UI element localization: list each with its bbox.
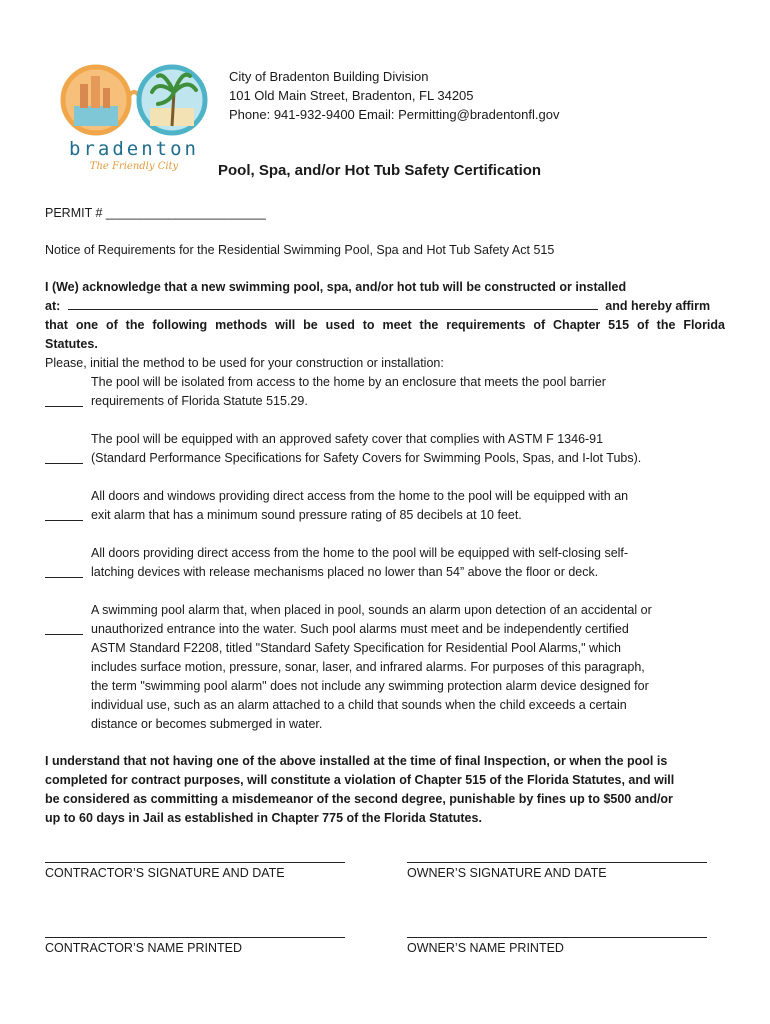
header-contact: Phone: 941-932-9400 Email: Permitting@bradentonfl.gov	[229, 107, 560, 122]
option-5-line-3: ASTM Standard F2208, titled "Standard Safety Specification for Residential Pool Alarms," which	[91, 641, 621, 655]
acknowledge-at-label: at:	[45, 299, 61, 313]
warning-line-1: I understand that not having one of the above installed at the time of final Inspection, or when the pool is	[45, 754, 668, 768]
owner-name-label: OWNER’S NAME PRINTED	[407, 941, 564, 955]
option-5-line-4: includes surface motion, pressure, sonar, laser, and infrared alarms. For purposes of this paragraph,	[91, 660, 645, 674]
logo-wordmark: bradenton	[69, 138, 199, 160]
option-4-line-2: latching devices with release mechanisms placed no lower than 54” above the floor or deck.	[91, 565, 599, 579]
contractor-name-label: CONTRACTOR’S NAME PRINTED	[45, 941, 243, 955]
option-4-line-1: All doors providing direct access from the home to the pool will be equipped with self-closing self-	[91, 546, 629, 560]
contractor-name-field[interactable]	[45, 937, 345, 938]
install-address-field[interactable]	[68, 297, 598, 310]
initial-field-2[interactable]	[45, 463, 83, 464]
option-5-line-6: individual use, such as an alarm attached to a child that sounds when the child exceeds a certain	[91, 698, 627, 712]
initial-field-3[interactable]	[45, 520, 83, 521]
option-1-line-2: requirements of Florida Statute 515.29.	[91, 394, 308, 408]
warning-line-2: completed for contract purposes, will constitute a violation of Chapter 515 of the Florida Statutes, and will	[45, 773, 675, 787]
acknowledge-affirm-label: and hereby affirm	[605, 299, 711, 313]
option-3-line-2: exit alarm that has a minimum sound pressure rating of 85 decibels at 10 feet.	[91, 508, 522, 522]
contractor-signature-label: CONTRACTOR’S SIGNATURE AND DATE	[45, 866, 285, 880]
option-5-line-1: A swimming pool alarm that, when placed in pool, sounds an alarm upon detection of an accidental or	[91, 603, 652, 617]
owner-signature-label: OWNER’S SIGNATURE AND DATE	[407, 866, 607, 880]
option-1-line-1: The pool will be isolated from access to the home by an enclosure that meets the pool barrier	[91, 375, 606, 389]
option-2-line-1: The pool will be equipped with an approved safety cover that complies with ASTM F 1346-91	[91, 432, 604, 446]
header-address: 101 Old Main Street, Bradenton, FL 34205	[229, 88, 474, 103]
option-5-line-5: the term "swimming pool alarm" does not include any swimming protection alarm device designed for	[91, 679, 649, 693]
acknowledge-line-3: that one of the following methods will be used to meet the requirements of Chapter 515 of the Florida	[45, 318, 725, 332]
header-division: City of Bradenton Building Division	[229, 69, 429, 84]
acknowledge-line-2	[45, 297, 725, 316]
notice-text: Notice of Requirements for the Residential Swimming Pool, Spa and Hot Tub Safety Act 515	[45, 243, 555, 257]
option-3-line-1: All doors and windows providing direct access from the home to the pool will be equipped with an	[91, 489, 629, 503]
initial-field-4[interactable]	[45, 577, 83, 578]
warning-line-4: up to 60 days in Jail as established in Chapter 775 of the Florida Statutes.	[45, 811, 482, 825]
warning-line-3: be considered as committing a misdemeanor of the second degree, punishable by fines up to $500 and/or	[45, 792, 673, 806]
page-title: Pool, Spa, and/or Hot Tub Safety Certification	[218, 162, 542, 179]
option-2-line-2: (Standard Performance Specifications for Safety Covers for Swimming Pools, Spas, and I-lot Tubs).	[91, 451, 642, 465]
instruction-text: Please, initial the method to be used for your construction or installation:	[45, 356, 444, 370]
option-5-line-2: unauthorized entrance into the water. Such pool alarms must meet and be independently certified	[91, 622, 629, 636]
initial-field-1[interactable]	[45, 406, 83, 407]
permit-number-field[interactable]: PERMIT # _______________________	[45, 206, 266, 220]
owner-signature-field[interactable]	[407, 862, 707, 863]
option-5-line-7: distance or becomes submerged in water.	[91, 717, 323, 731]
owner-name-field[interactable]	[407, 937, 707, 938]
acknowledge-line-4: Statutes.	[45, 337, 98, 351]
contractor-signature-field[interactable]	[45, 862, 345, 863]
acknowledge-line-1: I (We) acknowledge that a new swimming pool, spa, and/or hot tub will be constructed or installed	[45, 280, 627, 294]
logo-tagline: The Friendly City	[89, 161, 179, 172]
initial-field-5[interactable]	[45, 634, 83, 635]
